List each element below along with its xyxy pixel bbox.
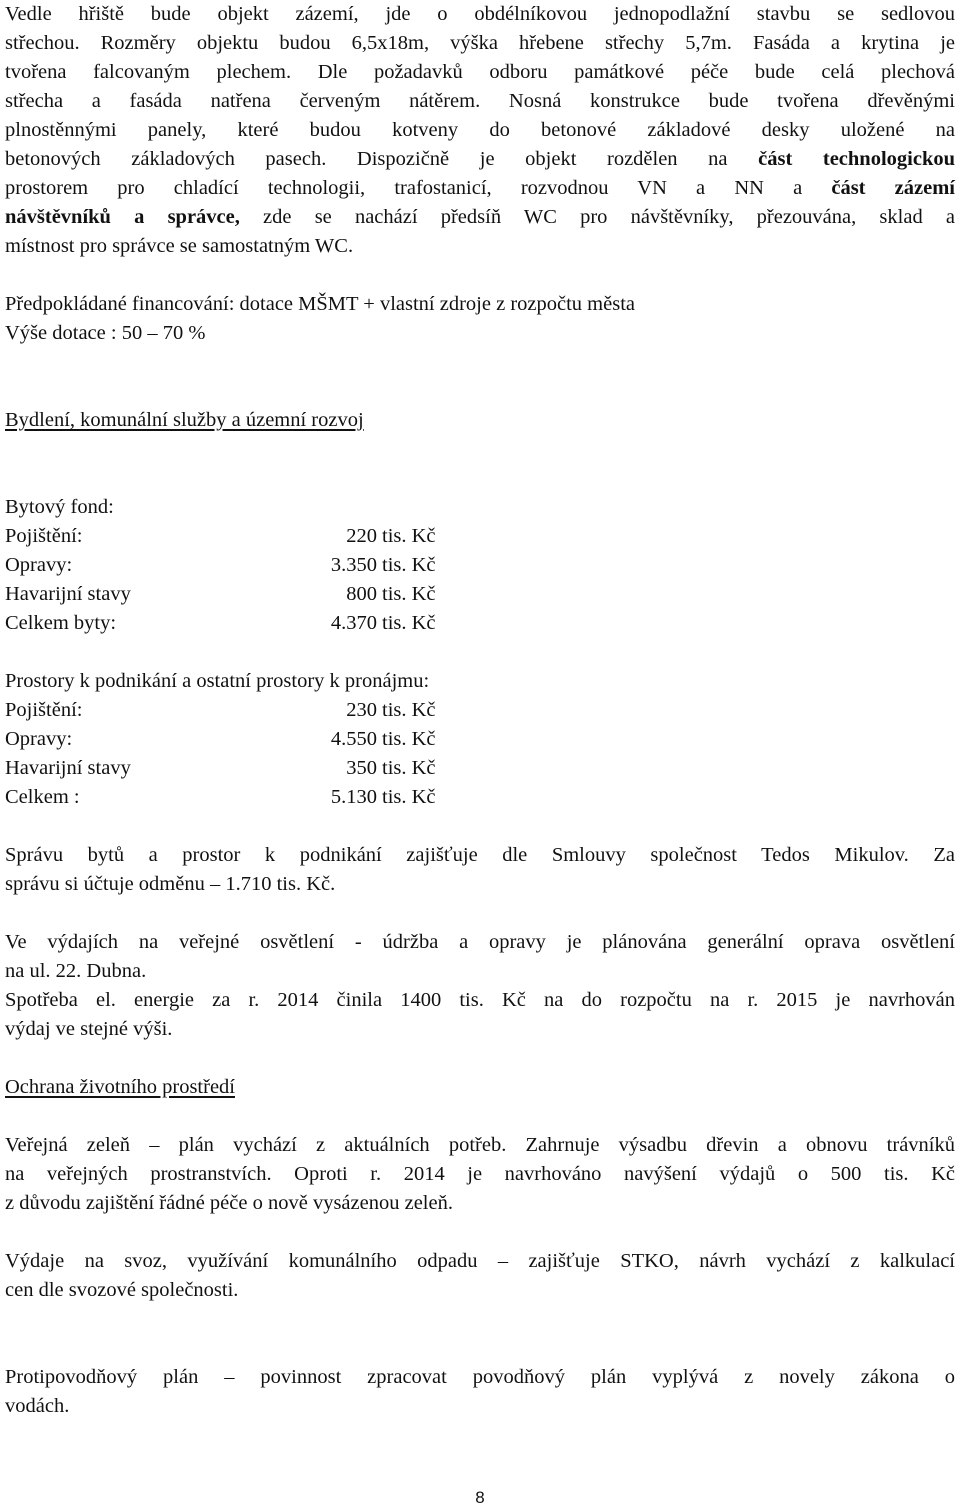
lighting-paragraph — [5, 928, 955, 1044]
paragraph-line: Protipovodňový plán – povinnost zpracovat povodňový plán vyplývá z novely zákona o — [5, 1366, 955, 1388]
table-row — [5, 580, 955, 609]
paragraph-line: Veřejná zeleň – plán vychází z aktuálních potřeb. Zahrnuje výsadbu dřevin a obnovu trávníků — [5, 1134, 955, 1156]
spacer — [5, 464, 955, 493]
management-paragraph — [5, 841, 955, 899]
table-row — [5, 696, 955, 725]
document-page — [5, 0, 955, 1421]
subsidy-line: Výše dotace : 50 – 70 % — [5, 322, 206, 344]
row-label: Pojištění: — [5, 699, 83, 721]
paragraph-line — [5, 203, 955, 232]
row-label: Havarijní stavy — [5, 757, 131, 779]
section-heading: Ochrana životního prostředí — [5, 1076, 235, 1098]
table-title: Prostory k podnikání a ostatní prostory k pronájmu: — [5, 670, 430, 692]
spacer — [5, 435, 955, 464]
paragraph-line — [5, 174, 955, 203]
paragraph-line: vodách. — [5, 1395, 70, 1417]
housing-fund-table — [5, 493, 955, 638]
spacer — [5, 1334, 955, 1363]
row-unit: tis. Kč — [382, 612, 436, 634]
paragraph-line: Ve výdajích na veřejné osvětlení - údržba a opravy je plánována generální oprava osvětlení — [5, 931, 955, 953]
spacer — [5, 812, 955, 841]
bold-text: část technologickou — [758, 148, 955, 170]
row-unit: tis. Kč — [382, 699, 436, 721]
financing-line: Předpokládané financování: dotace MŠMT + vlastní zdroje z rozpočtu města — [5, 293, 635, 315]
paragraph-line: Správu bytů a prostor k podnikání zajišťuje dle Smlouvy společnost Tedos Mikulov. Za — [5, 844, 955, 866]
paragraph-line: plnostěnnými panely, které budou kotveny do betonové základové desky uložené na — [5, 119, 955, 141]
row-unit: tis. Kč — [382, 583, 436, 605]
row-label: Opravy: — [5, 728, 73, 750]
table-row — [5, 551, 955, 580]
financing-block — [5, 290, 955, 348]
spacer — [5, 899, 955, 928]
row-amount: 220 — [346, 525, 377, 547]
row-amount: 5.130 — [330, 786, 377, 808]
row-label: Celkem : — [5, 786, 80, 808]
bold-text: část zázemí — [831, 177, 955, 199]
table-row — [5, 783, 955, 812]
table-row — [5, 609, 955, 638]
row-amount: 350 — [346, 757, 377, 779]
spacer — [5, 1305, 955, 1334]
text-span: zde se nachází předsíň WC pro návštěvníky, přezouvána, sklad a — [239, 206, 955, 228]
row-unit: tis. Kč — [382, 728, 436, 750]
paragraph-line: z důvodu zajištění řádné péče o nově vysázenou zeleň. — [5, 1192, 453, 1214]
row-amount: 4.550 — [330, 728, 377, 750]
row-amount: 4.370 — [330, 612, 377, 634]
business-spaces-table — [5, 667, 955, 812]
paragraph-line: na veřejných prostranstvích. Oproti r. 2014 je navrhováno navýšení výdajů o 500 tis. Kč — [5, 1163, 955, 1185]
page-number: 8 — [475, 1488, 485, 1507]
row-unit: tis. Kč — [382, 525, 436, 547]
row-label: Havarijní stavy — [5, 583, 131, 605]
row-unit: tis. Kč — [382, 554, 436, 576]
paragraph-line: Výdaje na svoz, využívání komunálního odpadu – zajišťuje STKO, návrh vychází z kalkulací — [5, 1250, 955, 1272]
waste-paragraph — [5, 1247, 955, 1305]
paragraph-line: na ul. 22. Dubna. — [5, 960, 147, 982]
spacer — [5, 1102, 955, 1131]
paragraph-line: tvořena falcovaným plechem. Dle požadavků odboru památkové péče bude celá plechová — [5, 61, 955, 83]
table-row — [5, 754, 955, 783]
paragraph-line: střecha a fasáda natřena červeným nátěrem. Nosná konstrukce bude tvořena dřevěnými — [5, 90, 955, 112]
paragraph-line — [5, 145, 955, 174]
row-unit: tis. Kč — [382, 757, 436, 779]
table-row — [5, 725, 955, 754]
spacer — [5, 261, 955, 290]
spacer — [5, 377, 955, 406]
paragraph-line: Vedle hřiště bude objekt zázemí, jde o obdélníkovou jednopodlažní stavbu se sedlovou — [5, 3, 955, 25]
greenery-paragraph — [5, 1131, 955, 1218]
row-label: Celkem byty: — [5, 612, 117, 634]
text-span: prostorem pro chladící technologii, trafostanicí, rozvodnou VN a NN a — [5, 177, 832, 199]
spacer — [5, 1218, 955, 1247]
spacer — [5, 348, 955, 377]
flood-paragraph — [5, 1363, 955, 1421]
table-title: Bytový fond: — [5, 496, 114, 518]
paragraph-line: výdaj ve stejné výši. — [5, 1018, 173, 1040]
row-amount: 230 — [346, 699, 377, 721]
table-row — [5, 522, 955, 551]
row-unit: tis. Kč — [382, 786, 436, 808]
paragraph-line: cen dle svozové společnosti. — [5, 1279, 239, 1301]
paragraph-line: místnost pro správce se samostatným WC. — [5, 235, 354, 257]
row-amount: 800 — [346, 583, 377, 605]
paragraph-line: střechou. Rozměry objektu budou 6,5x18m, výška hřebene střechy 5,7m. Fasáda a krytina je — [5, 32, 955, 54]
intro-paragraph — [5, 0, 955, 261]
row-amount: 3.350 — [330, 554, 377, 576]
spacer — [5, 638, 955, 667]
section-heading: Bydlení, komunální služby a územní rozvoj — [5, 409, 364, 431]
text-span: betonových základových pasech. Dispozičně je objekt rozdělen na — [5, 148, 759, 170]
spacer — [5, 1044, 955, 1073]
row-label: Pojištění: — [5, 525, 83, 547]
row-label: Opravy: — [5, 554, 73, 576]
paragraph-line: správu si účtuje odměnu – 1.710 tis. Kč. — [5, 873, 336, 895]
paragraph-line: Spotřeba el. energie za r. 2014 činila 1400 tis. Kč na do rozpočtu na r. 2015 je navrhován — [5, 989, 955, 1011]
bold-text: návštěvníků a správce, — [5, 206, 240, 228]
